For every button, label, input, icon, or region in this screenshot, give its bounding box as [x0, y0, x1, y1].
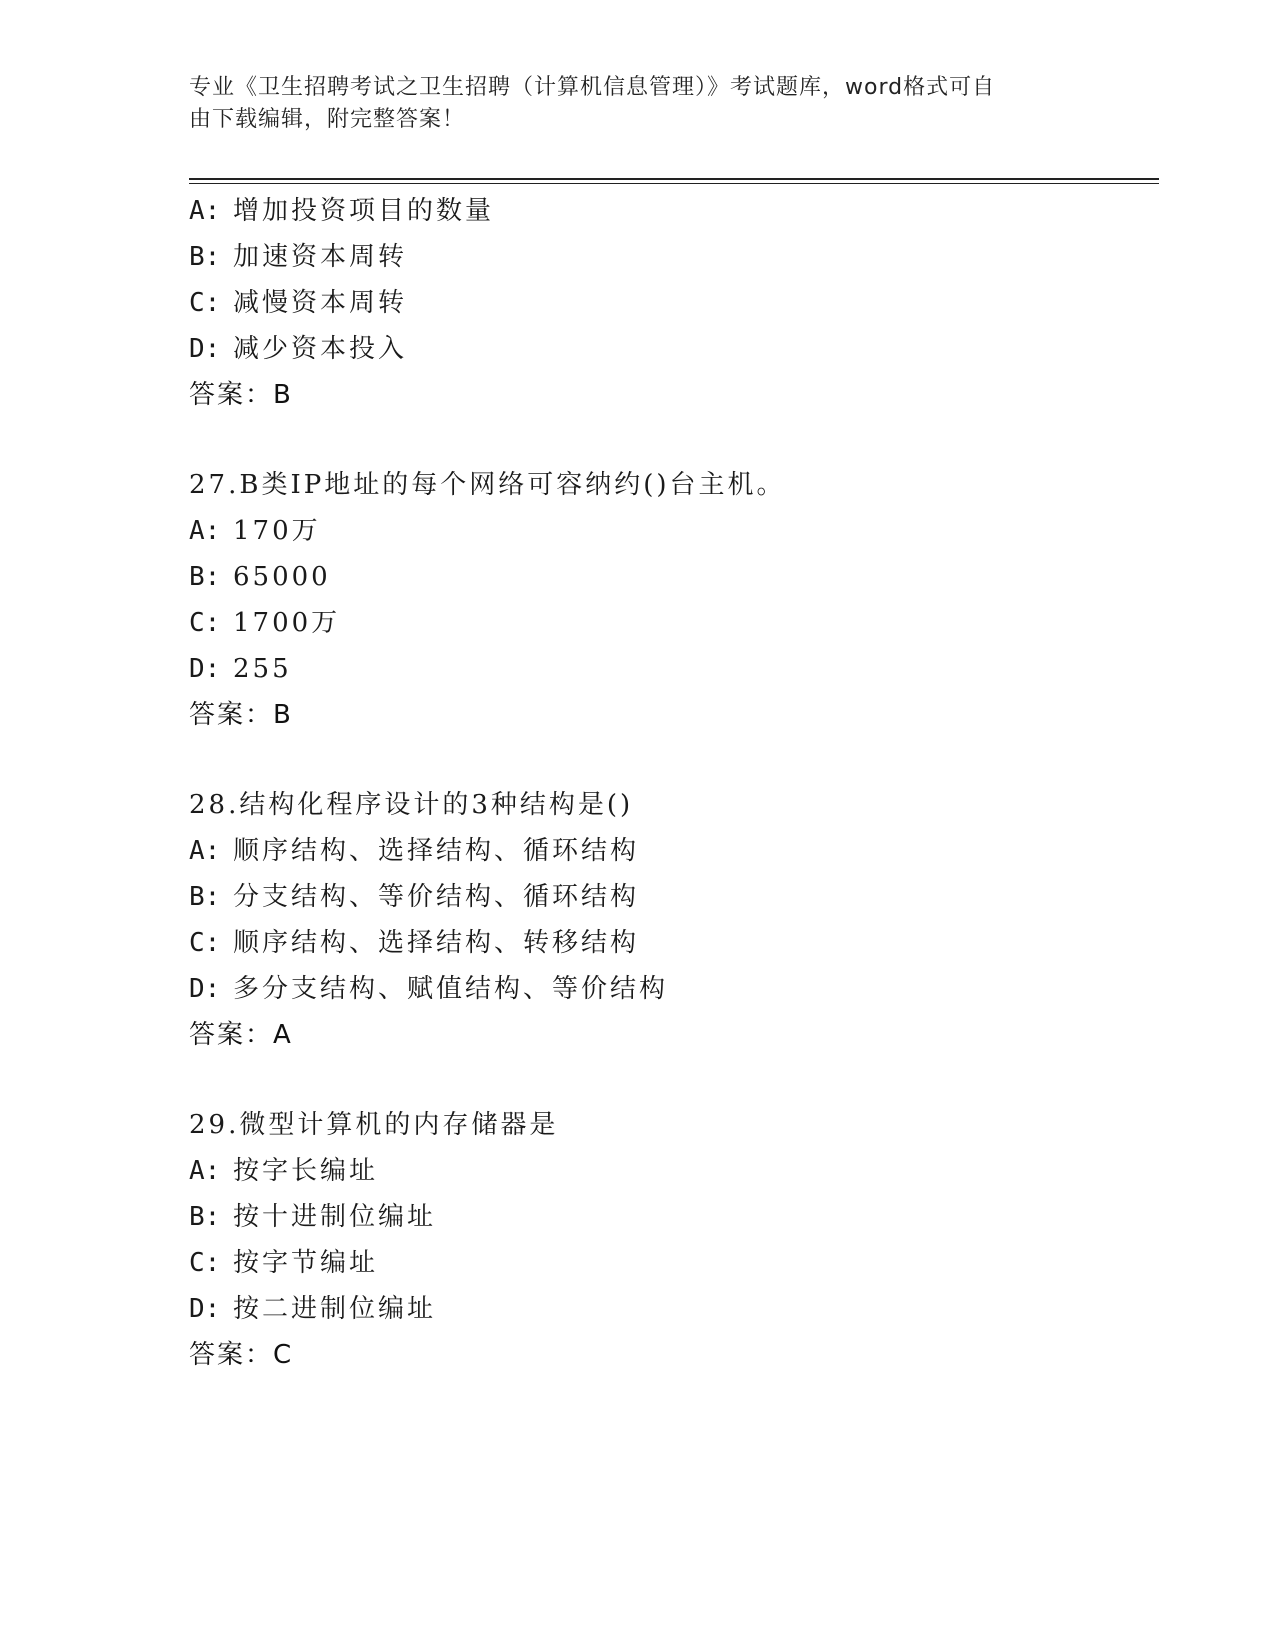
- option-key: B:: [189, 882, 221, 912]
- option-key: A:: [189, 1156, 221, 1186]
- question-list: [189, 188, 1149, 1378]
- answer-line: 答案：A: [189, 1020, 293, 1050]
- option-text: 增加投资项目的数量: [233, 196, 495, 226]
- question-stem: 29.微型计算机的内存储器是: [189, 1110, 559, 1140]
- option-c: [189, 280, 1149, 326]
- option-text: 按二进制位编址: [233, 1294, 437, 1324]
- question-27: [189, 462, 1149, 738]
- option-a: [189, 1148, 1149, 1194]
- option-key: C:: [189, 608, 221, 638]
- option-d: [189, 966, 1149, 1012]
- option-text: 顺序结构、选择结构、转移结构: [233, 928, 640, 958]
- option-text: 按十进制位编址: [233, 1202, 437, 1232]
- option-key: B:: [189, 1202, 221, 1232]
- option-c: [189, 920, 1149, 966]
- option-text: 1700万: [233, 608, 341, 638]
- header-line-1: 专业《卫生招聘考试之卫生招聘（计算机信息管理）》考试题库，word格式可自: [189, 75, 996, 100]
- option-b: [189, 234, 1149, 280]
- option-key: A:: [189, 516, 221, 546]
- option-key: B:: [189, 242, 221, 272]
- option-b: [189, 1194, 1149, 1240]
- option-text: 170万: [233, 516, 321, 546]
- option-d: [189, 1286, 1149, 1332]
- option-c: [189, 600, 1149, 646]
- option-d: [189, 646, 1149, 692]
- question-29: [189, 1102, 1149, 1378]
- option-key: B:: [189, 562, 221, 592]
- option-a: [189, 508, 1149, 554]
- option-text: 加速资本周转: [233, 242, 408, 272]
- option-key: A:: [189, 196, 221, 226]
- header-line-2: 由下载编辑，附完整答案！: [189, 107, 466, 132]
- option-d: [189, 326, 1149, 372]
- option-key: D:: [189, 974, 221, 1004]
- option-key: C:: [189, 928, 221, 958]
- question-stem: 27.B类IP地址的每个网络可容纳约()台主机。: [189, 470, 786, 500]
- option-text: 分支结构、等价结构、循环结构: [233, 882, 640, 912]
- document-header: [189, 72, 1069, 136]
- option-text: 按字节编址: [233, 1248, 379, 1278]
- option-key: C:: [189, 288, 221, 318]
- option-b: [189, 874, 1149, 920]
- question-28: [189, 782, 1149, 1058]
- answer-line: 答案：C: [189, 1340, 294, 1370]
- header-divider-thick: [189, 178, 1159, 180]
- option-text: 减少资本投入: [233, 334, 408, 364]
- option-text: 顺序结构、选择结构、循环结构: [233, 836, 640, 866]
- option-text: 按字长编址: [233, 1156, 379, 1186]
- header-divider-thin: [189, 183, 1159, 184]
- option-a: [189, 828, 1149, 874]
- option-key: D:: [189, 654, 221, 684]
- option-b: [189, 554, 1149, 600]
- option-key: C:: [189, 1248, 221, 1278]
- option-text: 255: [233, 654, 292, 684]
- option-key: D:: [189, 334, 221, 364]
- option-key: D:: [189, 1294, 221, 1324]
- option-text: 多分支结构、赋值结构、等价结构: [233, 974, 669, 1004]
- question-26: [189, 188, 1149, 418]
- option-text: 65000: [233, 562, 331, 592]
- answer-line: 答案：B: [189, 700, 293, 730]
- option-a: [189, 188, 1149, 234]
- option-text: 减慢资本周转: [233, 288, 408, 318]
- option-key: A:: [189, 836, 221, 866]
- question-stem: 28.结构化程序设计的3种结构是(): [189, 790, 634, 820]
- answer-line: 答案：B: [189, 380, 293, 410]
- option-c: [189, 1240, 1149, 1286]
